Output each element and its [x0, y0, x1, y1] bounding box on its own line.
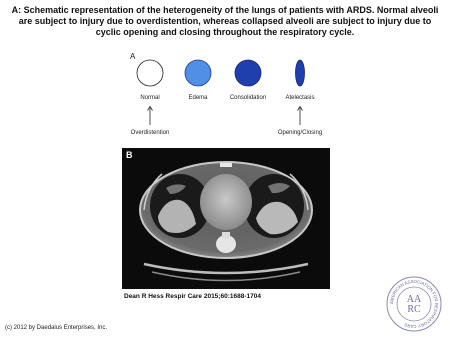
opening-closing-label: Opening/Closing: [277, 130, 323, 136]
normal-label: Normal: [140, 95, 160, 101]
overdistention-label: Overdistention: [130, 130, 170, 136]
consolidation-alveolus: [235, 60, 261, 86]
svg-text:RC: RC: [407, 304, 421, 315]
svg-text:AA: AA: [406, 294, 422, 305]
overdistention-arrow: [148, 107, 153, 126]
figure-a-letter: A: [130, 52, 136, 61]
aarc-seal-logo: [385, 275, 443, 333]
slide-title: A: Schematic representation of the heterogeneity of the lungs of patients with ARDS. Normal alveoli are subject to injury due to overdistention, whereas collapsed alveoli are subject to injury due to cyclic opening and closing throughout the respiratory cycle.: [11, 5, 439, 37]
edema-label: Edema: [188, 95, 208, 101]
figure-b-ct-scan: [122, 148, 330, 289]
atelectasis-label: Atelectasis: [285, 95, 315, 101]
citation: Dean R Hess Respir Care 2015;60:1688-1704: [124, 293, 261, 300]
svg-text:AMERICAN ASSOCIATION FOR RESPI: AMERICAN ASSOCIATION FOR RESPIRATORY CARE: [388, 278, 440, 330]
consolidation-label: Consolidation: [229, 95, 267, 101]
edema-alveolus: [185, 60, 211, 86]
figure-a-schematic: [122, 52, 330, 142]
opening-closing-arrow: [298, 107, 303, 126]
atelectasis-alveolus: [296, 60, 305, 86]
normal-alveolus: [137, 60, 163, 86]
ct-scan-image: [122, 148, 330, 289]
copyright-notice: (c) 2012 by Daedalus Enterprises, Inc.: [5, 325, 108, 331]
figure-b-letter: B: [126, 150, 133, 160]
